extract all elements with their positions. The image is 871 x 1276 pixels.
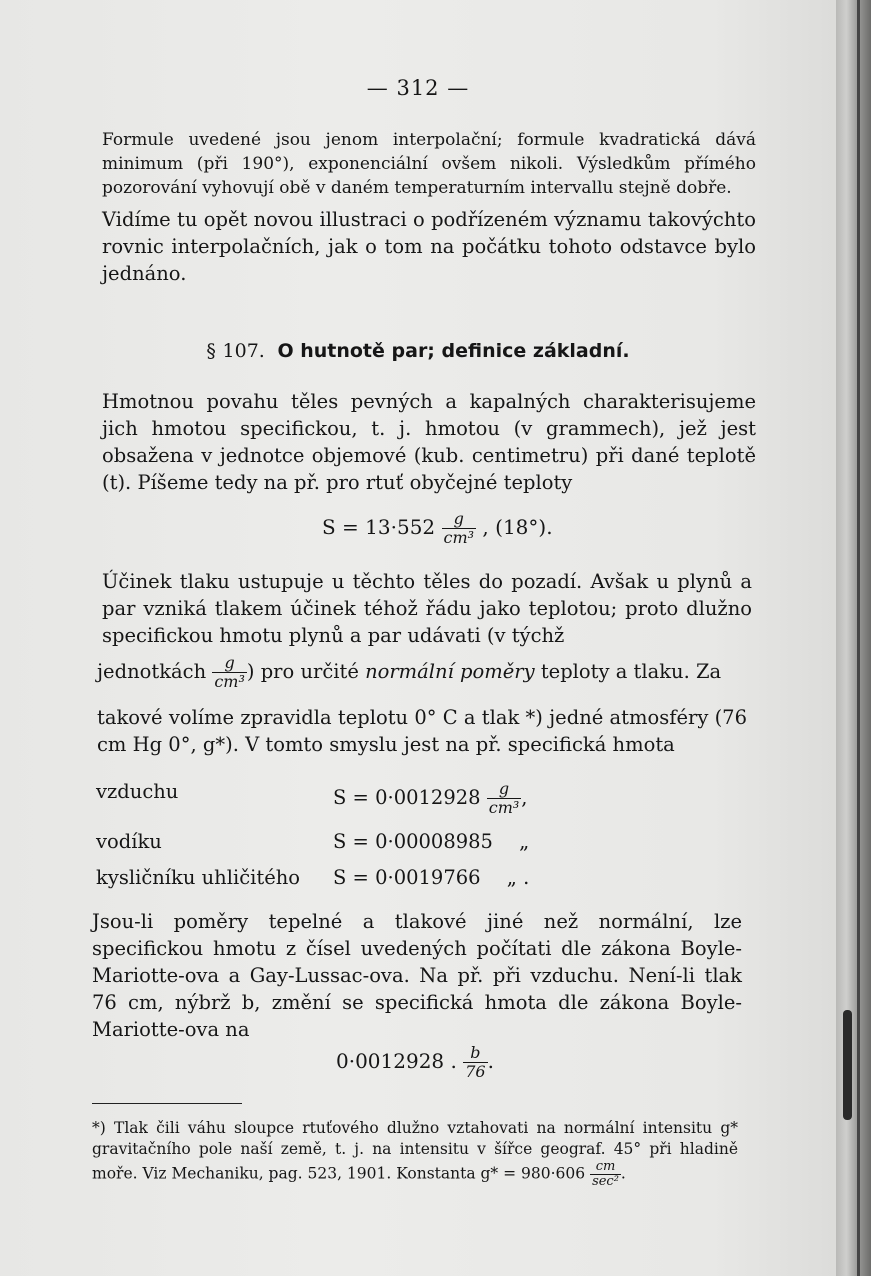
row-air-label: vzduchu (96, 780, 179, 803)
formula-pressure-correction (336, 1044, 494, 1081)
formula-correction-tail: . (487, 1049, 494, 1073)
footnote-unit-fraction (590, 1160, 621, 1189)
section-heading (0, 340, 836, 362)
page-edge-shadow (836, 0, 871, 1276)
row-hydrogen-value (333, 830, 529, 853)
formula-mercury-lhs: S = 13·552 (322, 515, 436, 539)
co2-ditto: „ (506, 866, 517, 889)
formula-correction-fraction (463, 1044, 487, 1081)
footnote-unit-denominator: sec² (592, 1174, 619, 1189)
fraction-numerator: g (442, 510, 477, 529)
row-co2-label: kysličníku uhličitého (96, 866, 301, 889)
units-line-start: jednotkách (97, 660, 207, 683)
paragraph-illustration: Vidíme tu opět novou illustraci o podřízeném významu takovýchto rovnic interpolačních, jak o tom na počátku tohoto odstavce bylo jednáno. (102, 208, 756, 285)
binding-mark (843, 1010, 852, 1120)
formula-correction-lhs: 0·0012928 . (336, 1049, 457, 1073)
co2-value: S = 0·0019766 (333, 866, 481, 889)
row-air-value (333, 780, 528, 817)
formula-mercury-density (322, 510, 553, 547)
units-denominator: cm³ (214, 672, 245, 691)
air-unit-denominator: cm³ (488, 798, 520, 817)
air-unit-numerator: g (487, 780, 522, 799)
paragraph-pressure-effect: Účinek tlaku ustupuje u těchto těles do pozadí. Avšak u plynů a par vzniká tlakem účinek téhož řádu jako teplotou; proto dlužno specifickou hmotu plynů a par udávati (v týchž (102, 570, 752, 647)
units-numerator: g (212, 654, 247, 673)
section-sign: § (206, 340, 216, 362)
units-fraction (212, 654, 247, 691)
normal-conditions-term: normální poměry (365, 660, 535, 683)
row-hydrogen-label: vodíku (96, 830, 162, 853)
binding-line (857, 0, 860, 1276)
footnote-unit-numerator: cm (590, 1160, 621, 1175)
paragraph-interpolation-formulas: Formule uvedené jsou jenom interpolační; formule kvadratická dává minimum (při 190°), exponenciální ovšem nikoli. Výsledkům přímého pozorování vyhovují obě v daném temperaturním intervallu stejně dobře. (102, 130, 756, 198)
air-value: S = 0·0012928 (333, 786, 481, 809)
paragraph-specific-mass: Hmotnou povahu těles pevných a kapalných charakterisujeme jich hmotou specifickou, t. j. hmotou (v grammech), jež jest obsažena v jednotce objemové (kub. centimetru) při dané teplotě (t). Píšeme tedy na př. pro rtuť obyčejné teploty (102, 390, 756, 494)
hydrogen-value: S = 0·00008985 (333, 830, 493, 853)
footnote-unit-tail: . (620, 1164, 626, 1183)
footnote-separator (92, 1103, 242, 1104)
air-unit-fraction (487, 780, 522, 817)
paragraph-units-line (97, 654, 749, 691)
formula-mercury-fraction (442, 510, 477, 547)
page-number: — 312 — (366, 76, 470, 100)
correction-denominator: 76 (465, 1062, 486, 1081)
correction-numerator: b (463, 1044, 487, 1063)
units-line-end: teploty a tlaku. Za (540, 660, 722, 683)
units-line-mid: ) pro určité (246, 660, 359, 683)
co2-suffix: . (523, 866, 530, 889)
paragraph-normal-conditions: takové volíme zpravidla teplotu 0° C a tlak *) jedné atmosféry (76 cm Hg 0°, g*). V tomto smyslu jest na př. specifická hmota (97, 706, 747, 756)
section-title: O hutnotě par; definice základní. (277, 340, 630, 362)
fraction-denominator: cm³ (443, 528, 475, 547)
section-number: 107. (222, 340, 265, 362)
hydrogen-ditto: „ (519, 830, 530, 853)
air-suffix: , (521, 786, 528, 809)
footnote-body: *) Tlak čili váhu sloupce rtuťového dlužno vztahovati na normální intensitu g* gravitačního pole naší země, t. j. na intensitu v šířce geograf. 45° při hladině moře. Viz Mechaniku, pag. 523, 1901. Konstanta g* = 980·606 (92, 1119, 738, 1183)
paragraph-boyle-mariotte: Jsou-li poměry tepelné a tlakové jiné než normální, lze specifickou hmotu z čísel uvedených počítati dle zákona Boyle-Mariotte-ova a Gay-Lussac-ova. Na př. při vzduchu. Není-li tlak 76 cm, nýbrž b, změní se specifická hmota dle zákona Boyle-Mariotte-ova na (92, 910, 742, 1041)
formula-mercury-tail: , (18°). (482, 515, 553, 539)
footnote-text (92, 1118, 738, 1189)
row-co2-value (333, 866, 529, 889)
